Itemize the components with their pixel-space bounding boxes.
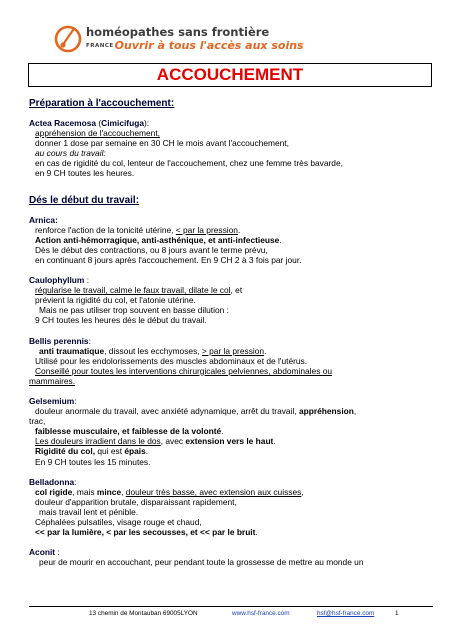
logo-tagline-text: Ouvrir à tous l'accès aux soins	[114, 39, 304, 52]
remedy-actea: Actea Racemosa (Cimicifuga): appréhension de l'accouchement, donner 1 dose par semaine en 30 CH le mois avant l'accouchement, au cours du travail: en cas de rigidité du col, lenteur de l'accouchement, chez une femme très bavarde, en 9 CH toutes les heures.	[29, 118, 439, 179]
text-line: trac,	[29, 416, 46, 427]
text-line: en 9 CH toutes les heures.	[35, 168, 135, 179]
text-line: douleur d'apparition brutale, disparaissant rapidement,	[35, 496, 237, 507]
remedy-aconit: Aconit : peur de mourir en accouchant, peur pendant toute la grossesse de mettre au monde un	[29, 547, 439, 567]
remedy-name: Arnica:	[29, 214, 58, 225]
text-line: mais travail lent et pénible.	[39, 506, 139, 517]
text-line: En 9 CH toutes les 15 minutes.	[35, 456, 151, 467]
text-line: donner 1 dose par semaine en 30 CH le mois avant l'accouchement,	[35, 138, 289, 149]
footer-email-link[interactable]: hsf@hsf-france.com	[317, 610, 375, 617]
logo-header	[53, 24, 353, 56]
page-number: 1	[395, 610, 399, 617]
logo-france: FRANCE	[86, 43, 114, 49]
text-line: peur de mourir en accouchant, peur pendant toute la grossesse de mettre au monde un	[39, 557, 364, 568]
document-body	[29, 98, 439, 577]
text-line: Utilisé pour les endolorissements des muscles abdominaux et de l'utérus.	[35, 355, 308, 366]
remedy-caulophyllum: Caulophyllum : régularise le travail, calme le faux travail, dilate le col, et prévient la rigidité du col, et l'atonie utérine. Mais ne pas utiliser trop souvent en basse dilution : 9 CH toutes les heures dés le début du travail.	[29, 275, 439, 325]
remedy-name: Caulophyllum	[29, 275, 85, 286]
text-line: Conseillé pour toutes les interventions chirurgicales pelviennes, abdominales ou	[35, 365, 333, 376]
remedy-alt-name: Cimicifuga	[101, 118, 144, 128]
remedy-bellis: Bellis perennis: anti traumatique, dissout les ecchymoses, > par la pression. Utilisé pour les endolorissements des muscles abdominaux et de l'utérus. Conseillé pour toutes les interventions chirurgicales pelviennes, abdominales ou mammaires.	[29, 336, 439, 386]
footer-divider	[29, 606, 433, 607]
footer-website-link[interactable]: www.hsf-france.com	[232, 610, 290, 617]
remedy-belladonna: Belladonna: col rigide, mais mince, douleur très basse, avec extension aux cuisses, douleur d'apparition brutale, disparaissant rapidement, mais travail lent et pénible. Céphalées pulsatiles, visage rouge et chaud, << par la lumière, < par les secousses, et << par le bruit.	[29, 477, 439, 538]
text-line: prévient la rigidité du col, et l'atonie utérine.	[35, 295, 196, 306]
remedy-gelsemium: Gelsemium: douleur anormale du travail, avec anxiété adynamique, arrêt du travail, appréhension, trac, faiblesse musculaire, et faiblesse de la volonté. Les douleurs irradient dans le dos, avec extension vers le haut. Rigidité du col, qui est épais. En 9 CH toutes les 15 minutes.	[29, 396, 439, 467]
text-line: mammaires.	[29, 375, 76, 386]
title-box	[28, 63, 432, 87]
section-title-preparation: Préparation à l'accouchement:	[29, 98, 175, 109]
footer-address: 13 chemin de Montauban 69005LYON	[89, 610, 198, 617]
remedy-name: Actea Racemosa	[29, 118, 97, 128]
logo-org-name: homéopathes sans frontière	[86, 25, 270, 39]
remedy-name: Bellis perennis	[29, 335, 89, 346]
text-line: en cas de rigidité du col, lenteur de l'accouchement, chez une femme très bavarde,	[35, 158, 343, 169]
remedy-arnica: Arnica: renforce l'action de la tonicité utérine, < par la pression. Action anti-hémorragique, anti-asthénique, et anti-infectieuse. Dès le début des contractions, ou 8 jours avant le terme prévu, en continuant 8 jours après l'accouchement. En 9 CH 2 à 3 fois par jour.	[29, 215, 439, 265]
text-line: appréhension de l'accouchement,	[35, 128, 160, 139]
logo-tagline	[86, 39, 304, 52]
hsf-logo-icon	[53, 24, 83, 54]
remedy-name: Gelsemium	[29, 395, 75, 406]
remedy-name: Belladonna	[29, 476, 75, 487]
text-line: au cours du travail:	[35, 148, 106, 159]
text-line: Dès le début des contractions, ou 8 jours avant le terme prévu,	[35, 244, 268, 255]
text-line: Céphalées pulsatiles, visage rouge et chaud,	[35, 517, 202, 527]
section-title-debut: Dés le début du travail:	[29, 194, 140, 206]
text-line: 9 CH toutes les heures dés le début du travail.	[35, 315, 207, 326]
page-title: ACCOUCHEMENT	[156, 65, 304, 84]
text-line: Mais ne pas utiliser trop souvent en basse dilution :	[39, 305, 229, 316]
remedy-name: Aconit	[29, 547, 56, 558]
text-line: en continuant 8 jours après l'accouchement. En 9 CH 2 à 3 fois par jour.	[35, 254, 302, 265]
